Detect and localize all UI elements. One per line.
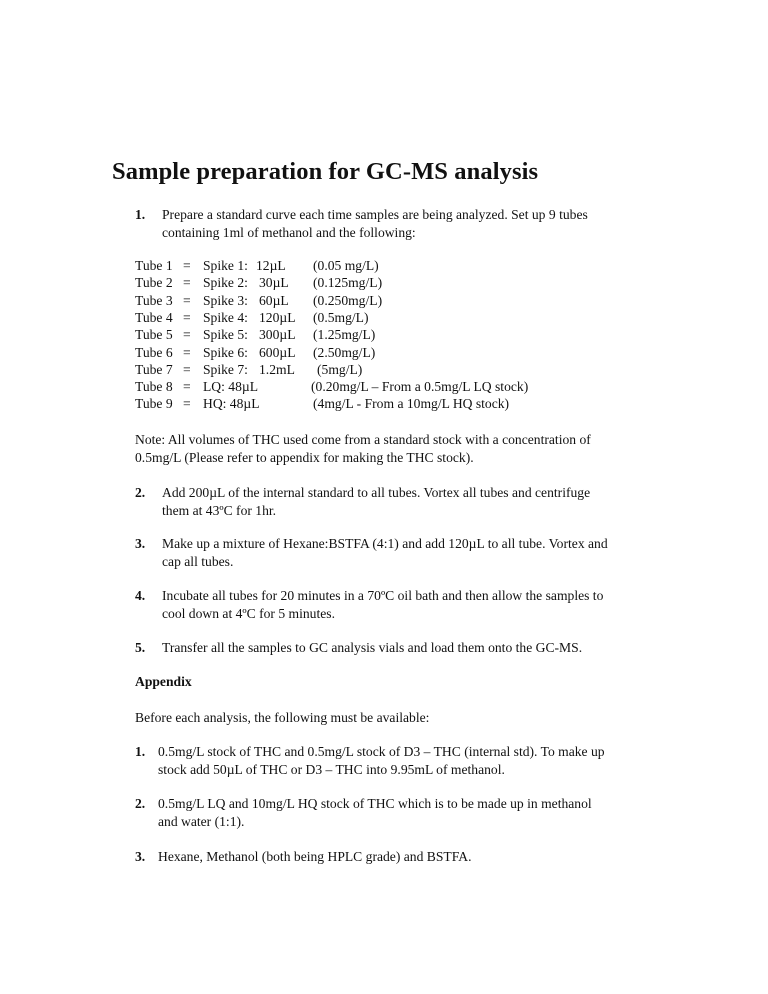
- equals-sign: =: [183, 327, 191, 343]
- step-number: 2.: [135, 485, 146, 500]
- step-text-line: Make up a mixture of Hexane:BSTFA (4:1) and add 120µL to all tube. Vortex and: [162, 536, 608, 551]
- step-text-line: containing 1ml of methanol and the following:: [162, 224, 416, 240]
- spike-volume: 120µL: [259, 309, 296, 325]
- step-number: 3.: [135, 536, 146, 551]
- spike-volume: 1.2mL: [259, 361, 295, 377]
- tube-concentration: (0.05 mg/L): [313, 258, 379, 273]
- equals-sign: =: [183, 275, 191, 291]
- lq-volume: LQ: 48µL: [203, 379, 259, 395]
- tube-concentration: (0.5mg/L): [313, 309, 369, 325]
- note-line: Note: All volumes of THC used come from a standard stock with a concentration of: [135, 432, 591, 447]
- hq-volume: HQ: 48µL: [203, 396, 260, 412]
- note-line: 0.5mg/L (Please refer to appendix for making the THC stock).: [135, 449, 474, 465]
- appendix-item-line: 0.5mg/L stock of THC and 0.5mg/L stock of D3 – THC (internal std). To make up: [158, 744, 605, 759]
- document-title: Sample preparation for GC-MS analysis: [112, 158, 539, 185]
- tube-label: Tube 4: [135, 309, 173, 325]
- spike-label: Spike 5:: [203, 327, 248, 343]
- step-number: 4.: [135, 588, 146, 603]
- appendix-item-line: stock add 50µL of THC or D3 – THC into 9.95mL of methanol.: [158, 761, 505, 777]
- spike-volume: 12µL: [256, 258, 286, 273]
- equals-sign: =: [183, 396, 191, 412]
- appendix-item-line: 0.5mg/L LQ and 10mg/L HQ stock of THC which is to be made up in methanol: [158, 796, 592, 811]
- appendix-item-number: 3.: [135, 849, 146, 864]
- tube-label: Tube 1: [135, 258, 173, 273]
- step-text-line: Prepare a standard curve each time samples are being analyzed. Set up 9 tubes: [162, 207, 588, 222]
- tube-concentration: (4mg/L - From a 10mg/L HQ stock): [313, 396, 510, 412]
- tube-label: Tube 5: [135, 327, 173, 343]
- tube-label: Tube 8: [135, 379, 173, 395]
- tube-concentration: (0.250mg/L): [313, 292, 383, 308]
- spike-label: Spike 3:: [203, 292, 248, 308]
- spike-volume: 60µL: [259, 292, 289, 308]
- step-text-line: Add 200µL of the internal standard to all tubes. Vortex all tubes and centrifuge: [162, 485, 591, 500]
- spike-volume: 300µL: [259, 327, 296, 343]
- tube-label: Tube 9: [135, 396, 173, 412]
- equals-sign: =: [183, 379, 191, 395]
- tube-label: Tube 6: [135, 344, 173, 360]
- spike-label: Spike 2:: [203, 275, 248, 291]
- step-text-line: cap all tubes.: [162, 553, 234, 569]
- spike-volume: 600µL: [259, 344, 296, 360]
- step-number: 1.: [135, 207, 146, 222]
- equals-sign: =: [183, 344, 191, 360]
- tube-concentration: (1.25mg/L): [313, 327, 376, 343]
- spike-label: Spike 1:: [203, 258, 248, 273]
- equals-sign: =: [183, 309, 191, 325]
- equals-sign: =: [183, 292, 191, 308]
- tube-label: Tube 2: [135, 275, 173, 291]
- tube-concentration: (0.20mg/L – From a 0.5mg/L LQ stock): [311, 379, 529, 395]
- tube-label: Tube 3: [135, 292, 173, 308]
- appendix-item-number: 2.: [135, 796, 146, 811]
- tube-label: Tube 7: [135, 361, 173, 377]
- step-text-line: cool down at 4ºC for 5 minutes.: [162, 605, 335, 621]
- spike-label: Spike 7:: [203, 361, 248, 377]
- step-number: 5.: [135, 640, 146, 655]
- tube-concentration: (5mg/L): [317, 361, 363, 377]
- tube-concentration: (2.50mg/L): [313, 344, 376, 360]
- appendix-item-line: and water (1:1).: [158, 813, 245, 829]
- equals-sign: =: [183, 258, 191, 273]
- spike-label: Spike 6:: [203, 344, 248, 360]
- appendix-heading: Appendix: [135, 674, 192, 689]
- tube-concentration: (0.125mg/L): [313, 275, 383, 291]
- step-text-line: Incubate all tubes for 20 minutes in a 70ºC oil bath and then allow the samples to: [162, 588, 604, 603]
- appendix-item-line: Hexane, Methanol (both being HPLC grade) and BSTFA.: [158, 849, 472, 864]
- appendix-item-number: 1.: [135, 744, 146, 759]
- step-text-line: them at 43ºC for 1hr.: [162, 502, 277, 518]
- step-text-line: Transfer all the samples to GC analysis vials and load them onto the GC-MS.: [162, 640, 583, 655]
- equals-sign: =: [183, 361, 191, 377]
- appendix-intro: Before each analysis, the following must be available:: [135, 710, 430, 725]
- spike-label: Spike 4:: [203, 309, 248, 325]
- spike-volume: 30µL: [259, 275, 289, 291]
